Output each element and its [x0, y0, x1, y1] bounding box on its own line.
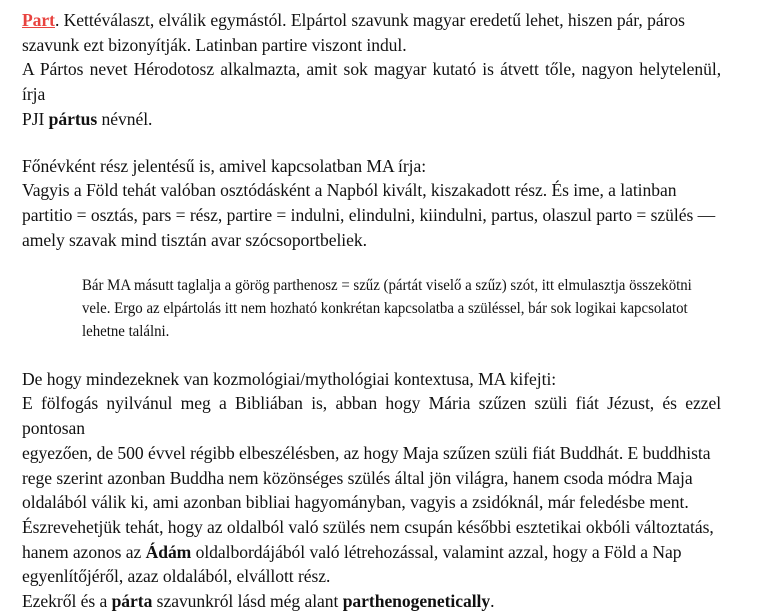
text-run: E fölfogás nyilvánul meg a Bibliában is, abban hogy Mária szűzen szüli fiát Jézust, és ezzel pontosan	[22, 393, 722, 439]
note-line	[82, 298, 712, 321]
text-run: vele. Ergo az elpártolás itt nem hozható konkrétan kapcsolatba a szüléssel, bár sok logikai kapcsolatot	[82, 300, 688, 318]
paragraph-line	[22, 178, 721, 203]
paragraph-line	[22, 540, 721, 565]
text-run: hanem azonos az	[22, 541, 146, 562]
paragraph-line	[22, 367, 721, 392]
paragraph-spacer	[22, 344, 752, 367]
text-run: szavunk ezt bizonyítják. Latinban partire viszont indul.	[22, 34, 407, 55]
paragraph-line	[22, 490, 721, 515]
text-run: rege szerint azonban Buddha nem közönséges szülés által jön világra, hanem csoda módra Maja	[22, 467, 693, 488]
text-run: egyezően, de 500 évvel régibb elbeszélésben, az hogy Maja szűzen szüli fiát Buddhát. E buddhista	[22, 442, 711, 463]
text-run: oldalbordájából való létrehozással, valamint azzal, hogy a Föld a Nap	[191, 541, 682, 562]
text-run: Ezekről és a	[22, 591, 112, 612]
paragraph-line	[22, 441, 721, 466]
paragraph-line	[22, 391, 721, 440]
emphasis-term: párta	[111, 591, 153, 612]
paragraph-line	[22, 466, 721, 491]
text-run: Főnévként rész jelentésű is, amivel kapcsolatban MA írja:	[22, 155, 427, 176]
text-run: . Kettéválaszt, elválik egymástól. Elpártol szavunk magyar eredetű lehet, hiszen pár, páros	[54, 10, 685, 30]
note-line	[82, 275, 712, 298]
paragraph-line	[22, 107, 721, 132]
text-run: amely szavak mind tisztán avar szócsoportbeliek.	[22, 229, 367, 250]
text-run: oldalából válik ki, ami azonban bibliai hagyományban, vagyis a zsidóknál, már feledésbe ment.	[22, 492, 689, 513]
paragraph-line	[22, 203, 721, 228]
text-run: .	[490, 591, 495, 612]
paragraph-spacer	[22, 252, 752, 275]
paragraph-line	[22, 154, 721, 179]
text-run: De hogy mindezeknek van kozmológiai/mythológiai kontextusa, MA kifejti:	[22, 368, 557, 389]
text-run: lehetne találni.	[82, 322, 170, 340]
paragraph-line	[22, 589, 721, 614]
text-run: egyenlítőjéről, azaz oldalából, elvállott rész.	[22, 566, 331, 587]
document-body	[22, 8, 752, 614]
text-run: Vagyis a Föld tehát valóban osztódásként a Napból kivált, kiszakadott rész. És ime, a latinban	[22, 180, 677, 201]
text-run: A Pártos nevet Hérodotosz alkalmazta, amit sok magyar kutató is átvett tőle, nagyon helytelenül, írja	[22, 59, 722, 105]
paragraph-spacer	[22, 132, 752, 154]
note-line	[82, 321, 712, 344]
headword-part: Part	[22, 10, 55, 30]
paragraph-line	[22, 228, 721, 253]
emphasis-term: parthenogenetically	[342, 591, 491, 612]
paragraph-line	[22, 8, 721, 33]
paragraph-line	[22, 57, 721, 106]
text-run: PJI	[22, 108, 49, 129]
emphasis-term: pártus	[48, 108, 98, 129]
emphasis-term: Ádám	[145, 541, 192, 562]
paragraph-line	[22, 515, 721, 540]
text-run: Bár MA másutt taglalja a görög parthenosz = szűz (pártát viselő a szűz) szót, itt elmulasztja összekötni	[82, 277, 692, 295]
paragraph-line	[22, 33, 721, 58]
text-run: szavunkról lásd még alant	[152, 591, 343, 612]
text-run: névnél.	[97, 108, 153, 129]
text-run: Észrevehetjük tehát, hogy az oldalból való szülés nem csupán későbbi esztetikai okbóli változtatás,	[22, 516, 714, 537]
paragraph-line	[22, 564, 721, 589]
text-run: partitio = osztás, pars = rész, partire = indulni, elindulni, kiindulni, partus, olaszul parto = szülés —	[22, 204, 716, 225]
